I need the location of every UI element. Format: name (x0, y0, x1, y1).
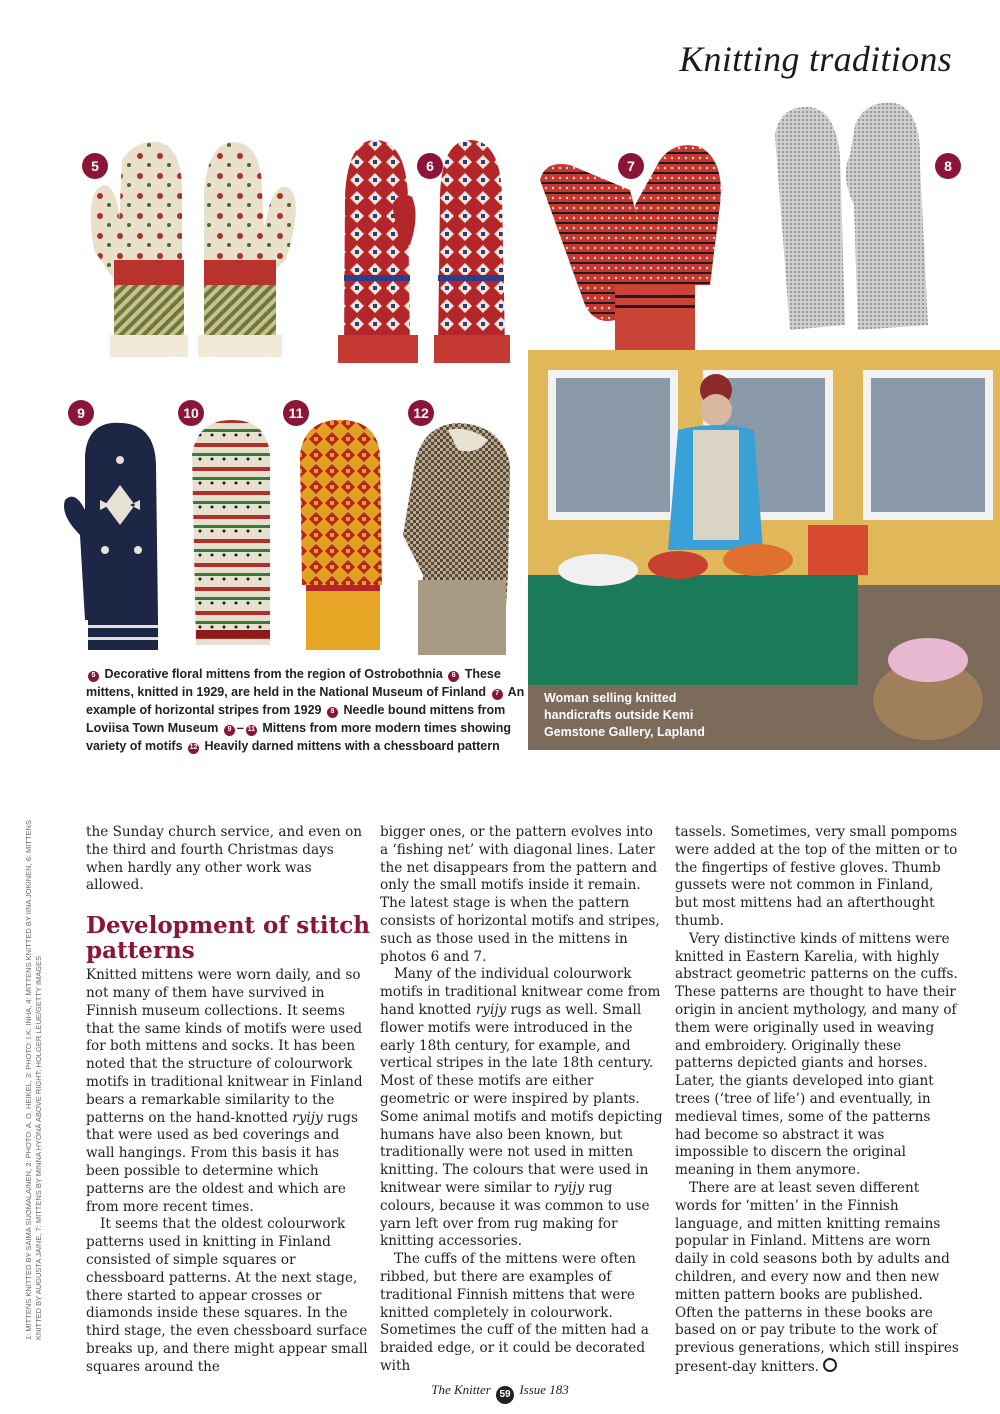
caption-text: Heavily darned mittens with a chessboard pattern (204, 739, 500, 753)
photo-caption: Woman selling knitted handicrafts outside Kemi Gemstone Gallery, Lapland (544, 691, 705, 739)
photo-number-badge: 5 (82, 153, 108, 179)
text: Knitted mittens were worn daily, and so not many of them have survived in Finnish museum collections. It seems that the same kinds of motifs were used for both mittens and socks. It has been noted that the structure of colourwork motifs in traditional knitwear in Finland bears a remarkable similarity to the patterns on the hand-knotted (86, 967, 363, 1126)
mittens-caption (86, 665, 526, 755)
paragraph: It seems that the oldest colourwork patterns used in knitting in Finland consisted of simple squares or chessboard patterns. At the next stage, there started to appear crosses or diamonds inside these squares. In the third stage, the even chessboard surface breaks up, and there might appear small squares around the (86, 1216, 368, 1375)
mittens-photo-12 (398, 415, 526, 660)
photo-number-badge: 7 (618, 153, 644, 179)
italic-term: ryijy (553, 1179, 585, 1196)
caption-text: Mittens from more modern times showing variety of motifs (86, 721, 511, 753)
caption-text: Needle bound mittens from Loviisa Town Museum (86, 703, 506, 735)
caption-dash: – (236, 721, 244, 735)
mittens-photo-10 (182, 415, 282, 655)
photo-number-badge: 11 (283, 400, 309, 426)
page-title: Knitting traditions (679, 39, 952, 79)
photo-credits: 1: MITTENS KNITTED BY SAIMA SUOMALAINEN, 2: PHOTO: A. O. HEIKEL, 3: PHOTO: I.K. INHA, 4: MITTENS KNITTED BY IINA JOKINEN, 6: MITTENS KNITTED BY AUGUSTA JAINE, 7: MITTENS BY MINNA HYÖNÄ ABOVE RIGHT: HOLGER LEUE/GETTY IMAGES (24, 820, 43, 1340)
paragraph: tassels. Sometimes, very small pompoms were added at the top of the mitten or to the fingertips of festive gloves. Thumb gussets were not common in Finland, but most mittens had an afterthought thumb. (675, 824, 958, 929)
mittens-photo-11 (292, 415, 392, 655)
text: rugs as well. Small flower motifs were introduced in the early 18th century, for example, and vertical stripes in the late 18th century. Most of these motifs are either geometric or were inspired by plants. Some animal motifs and motifs depicting humans have also been known, but traditionally were not used in mitten knitting. The colours that were used in knitwear were similar to (380, 1001, 663, 1196)
photo-number-badge: 10 (178, 400, 204, 426)
paragraph (86, 967, 371, 1216)
text: rugs that were used as bed coverings and wall hangings. From this basis it has been possible to determine which patterns are the oldest and which are from more recent times. (86, 1109, 358, 1215)
photo-number-badge: 6 (417, 153, 443, 179)
photo-number-badge: 9 (68, 400, 94, 426)
caption-number-badge: 7 (492, 689, 503, 700)
photo-number-badge: 12 (408, 400, 434, 426)
text: There are at least seven different words for ‘mitten’ in the Finnish language, and mitten knitting remains popular in Finland. Mittens are worn daily in cold seasons both by adults and children, and every now and then new mitten pattern books are published. Often the patterns in these books are based on or pay tribute to the work of previous generations, which still inspires present-day knitters. (675, 1179, 959, 1375)
caption-number-badge: 8 (327, 707, 338, 718)
section-heading: Development of stitch patterns (86, 912, 370, 965)
issue-number: Issue 183 (519, 1382, 569, 1397)
paragraph: The cuffs of the mittens were often ribbed, but there are examples of traditional Finnish mittens that were knitted completely in colourwork. Sometimes the cuff of the mitten had a braided edge, or it could be decorated with (380, 1251, 649, 1374)
mittens-photo-9 (60, 415, 178, 655)
paragraph: Very distinctive kinds of mittens were knitted in Eastern Karelia, with highly abstract geometric patterns on the cuffs. These patterns are thought to have their origin in ancient mythology, and many of them were originally used in weaving and embroidery. Originally these patterns depicted giants and horses. Later, the giants developed into giant trees (‘tree of life’) and eventually, in medieval times, some of the patterns had become so abstract it was impossible to discern the original meaning in them anymore. (675, 930, 958, 1179)
caption-text: These mittens, knitted in 1929, are held in the National Museum of Finland (86, 667, 501, 699)
italic-term: ryijy (475, 1001, 507, 1018)
mittens-photo-8 (770, 95, 935, 340)
page-footer (0, 1382, 1000, 1404)
caption-number-badge: 5 (88, 671, 99, 682)
photo-number-badge: 8 (935, 153, 961, 179)
paragraph (675, 1180, 960, 1377)
paragraph: bigger ones, or the pattern evolves into a ‘fishing net’ with diagonal lines. Later the net disappears from the pattern and only the small motifs inside it remain. The latest stage is when the pattern consists of horizontal motifs and stripes, such as those used in the mittens in photos 6 and 7. (380, 824, 660, 965)
article-column-2 (380, 824, 665, 1376)
end-mark-icon (823, 1358, 837, 1372)
text: rug colours, because it was common to use yarn left over from rug making for knitting accessories. (380, 1179, 650, 1250)
paragraph (380, 966, 665, 1251)
text: Many of the individual colourwork motifs in traditional knitwear come from hand knotted (380, 966, 661, 1018)
caption-number-badge: 9 (224, 725, 235, 736)
paragraph: the Sunday church service, and even on the third and fourth Christmas days when hardly any other work was allowed. (86, 824, 363, 894)
caption-number-badge: 6 (448, 671, 459, 682)
caption-text: An example of horizontal stripes from 1929 (86, 685, 525, 717)
article-column-3 (675, 824, 960, 1377)
italic-term: ryijy (292, 1109, 323, 1126)
article-column-1 (86, 824, 371, 1377)
mittens-photo-5 (74, 130, 314, 370)
caption-text: Decorative floral mittens from the region of Ostrobothnia (104, 667, 443, 681)
magazine-name: The Knitter (431, 1382, 491, 1397)
caption-number-badge: 12 (188, 743, 199, 754)
caption-number-badge: 11 (246, 725, 257, 736)
page-number: 59 (496, 1386, 514, 1404)
